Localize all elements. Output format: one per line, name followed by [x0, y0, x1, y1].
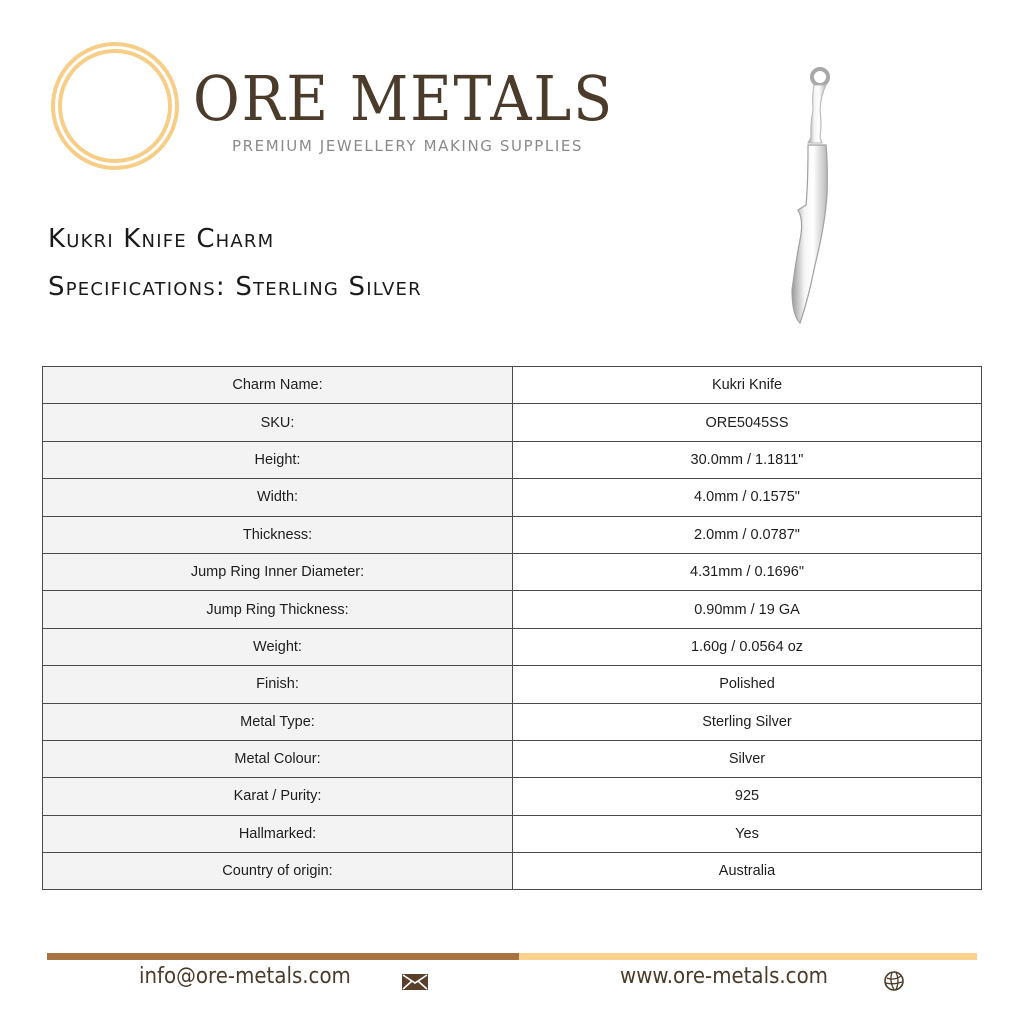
table-row: [43, 778, 982, 815]
product-title: Kukri Knife Charm: [48, 224, 275, 254]
spec-label: Thickness:: [43, 516, 513, 553]
spec-value: 925: [513, 778, 982, 815]
footer-divider-left: [47, 953, 519, 960]
spec-value: 0.90mm / 19 GA: [513, 591, 982, 628]
table-row: [43, 853, 982, 890]
table-row: [43, 553, 982, 590]
table-row: [43, 404, 982, 441]
footer-divider-right: [519, 953, 977, 960]
spec-value: Kukri Knife: [513, 367, 982, 404]
globe-icon: [883, 970, 905, 992]
spec-value: ORE5045SS: [513, 404, 982, 441]
table-row: [43, 367, 982, 404]
product-subtitle: Specifications: Sterling Silver: [48, 272, 422, 302]
spec-value: 30.0mm / 1.1811": [513, 441, 982, 478]
spec-label: Height:: [43, 441, 513, 478]
spec-label: SKU:: [43, 404, 513, 441]
double-ring-logo-icon: [50, 41, 180, 171]
table-row: [43, 815, 982, 852]
spec-label: Metal Colour:: [43, 740, 513, 777]
specifications-table: [42, 366, 982, 890]
spec-label: Jump Ring Inner Diameter:: [43, 553, 513, 590]
spec-value: Yes: [513, 815, 982, 852]
spec-label: Metal Type:: [43, 703, 513, 740]
spec-value: 2.0mm / 0.0787": [513, 516, 982, 553]
spec-value: 4.31mm / 0.1696": [513, 553, 982, 590]
footer-email-link[interactable]: info@ore-metals.com: [139, 964, 351, 989]
envelope-icon: [402, 974, 428, 990]
spec-label: Hallmarked:: [43, 815, 513, 852]
footer-website-link[interactable]: www.ore-metals.com: [620, 964, 828, 989]
spec-value: Silver: [513, 740, 982, 777]
spec-label: Country of origin:: [43, 853, 513, 890]
spec-value: 4.0mm / 0.1575": [513, 479, 982, 516]
table-row: [43, 441, 982, 478]
spec-value: Australia: [513, 853, 982, 890]
table-row: [43, 591, 982, 628]
brand-tagline: PREMIUM JEWELLERY MAKING SUPPLIES: [232, 137, 584, 155]
spec-label: Karat / Purity:: [43, 778, 513, 815]
spec-label: Finish:: [43, 666, 513, 703]
table-row: [43, 703, 982, 740]
spec-value: 1.60g / 0.0564 oz: [513, 628, 982, 665]
table-row: [43, 740, 982, 777]
kukri-knife-charm-image: [770, 65, 840, 325]
table-row: [43, 479, 982, 516]
spec-label: Width:: [43, 479, 513, 516]
spec-label: Weight:: [43, 628, 513, 665]
table-row: [43, 516, 982, 553]
spec-value: Sterling Silver: [513, 703, 982, 740]
spec-label: Jump Ring Thickness:: [43, 591, 513, 628]
spec-label: Charm Name:: [43, 367, 513, 404]
brand-name: ORE METALS: [193, 62, 615, 135]
table-row: [43, 666, 982, 703]
table-row: [43, 628, 982, 665]
spec-value: Polished: [513, 666, 982, 703]
